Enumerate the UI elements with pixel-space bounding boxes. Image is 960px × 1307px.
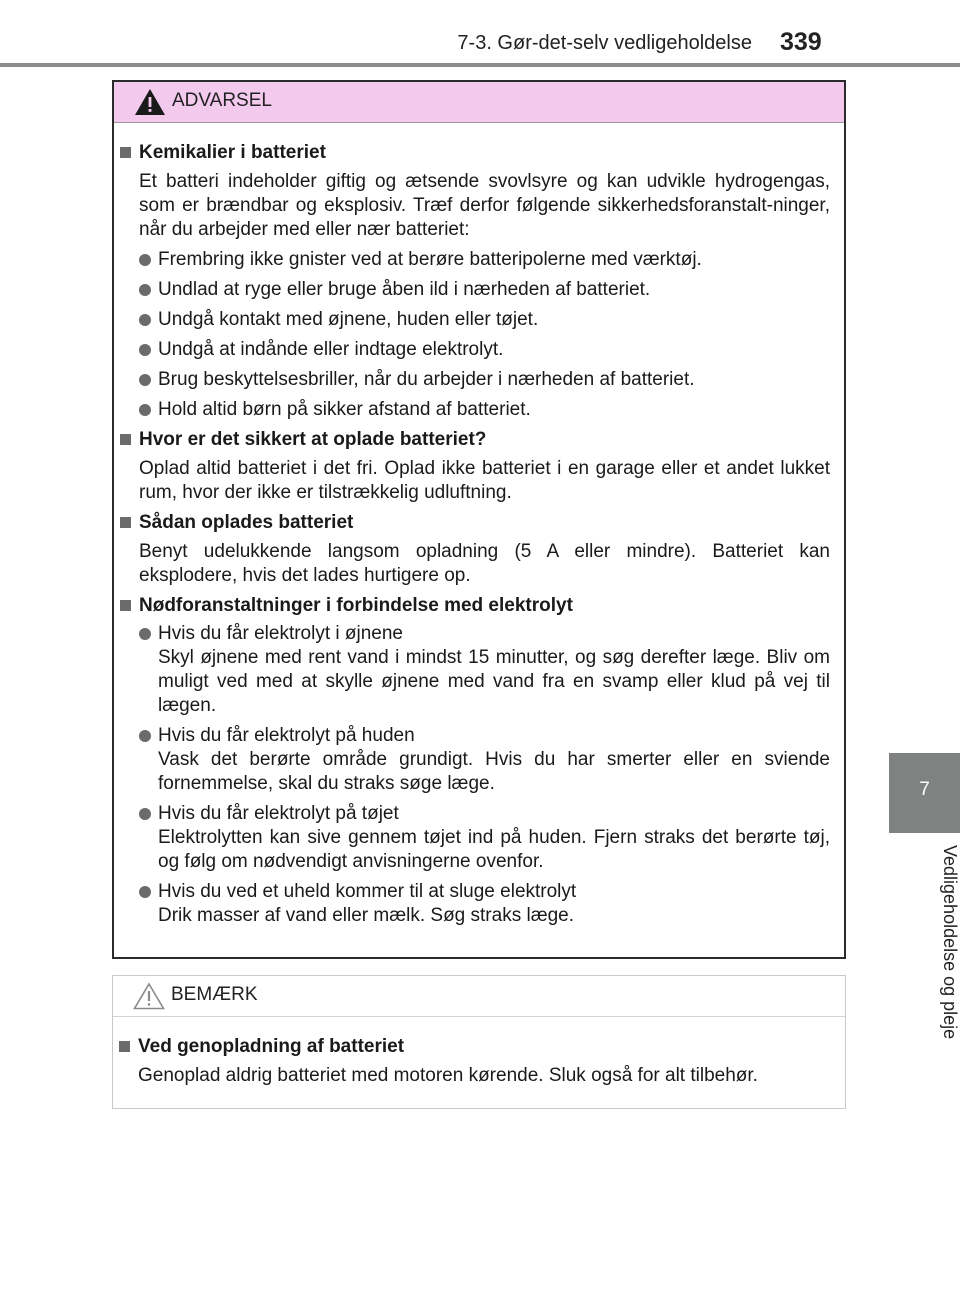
warning-label: ADVARSEL [172,90,272,111]
list-item: Hvis du ved et uheld kommer til at sluge elektrolyt Drik masser af vand eller mælk. Søg straks læge. [118,880,830,928]
square-bullet-icon [120,147,131,158]
round-bullet-icon [139,314,151,326]
notice-box [112,975,846,1109]
notice-section-recharging [117,1035,831,1088]
warning-section-emergency [118,594,830,928]
square-bullet-icon [119,1041,130,1052]
page-number: 339 [780,28,822,56]
section-text: Et batteri indeholder giftig og ætsende svovlsyre og kan udvikle hydrogengas, som er brændbar og eksplosiv. Træf derfor følgende sikkerhedsforanstalt-ninger, når du arbejder med eller nær batteriet: [139,171,830,240]
chapter-tab-number: 7 [919,779,930,800]
square-bullet-icon [120,600,131,611]
round-bullet-icon [139,628,151,640]
list-item: Hvis du får elektrolyt på tøjet Elektrolytten kan sive gennem tøjet ind på huden. Fjern straks det berørte tøj, og følg om nødvendigt anvisningerne ovenfor. [118,802,830,874]
warning-triangle-outline-icon [133,982,165,1010]
chapter-tab-label: Vedligeholdelse og pleje [940,845,960,1040]
round-bullet-icon [139,374,151,386]
warning-box [112,80,846,959]
square-bullet-icon [120,434,131,445]
list-item: Undlad at ryge eller bruge åben ild i nærheden af batteriet. [118,278,830,302]
notice-box-header [113,976,845,1017]
round-bullet-icon [139,284,151,296]
list-item: Undgå kontakt med øjnene, huden eller tøjet. [118,308,830,332]
round-bullet-icon [139,808,151,820]
section-text: Oplad altid batteriet i det fri. Oplad ikke batteriet i en garage eller et andet lukket rum, hvor der ikke er tilstrækkelig udluftning. [139,458,830,503]
notice-label: BEMÆRK [171,984,258,1005]
header-rule [0,63,960,67]
warning-box-header [114,82,844,123]
list-item: Hvis du får elektrolyt på huden Vask det berørte område grundigt. Hvis du har smerter eller en sviende fornemmelse, skal du straks søge læge. [118,724,830,796]
list-item: Hvis du får elektrolyt i øjnene Skyl øjnene med rent vand i mindst 15 minutter, og søg derefter læge. Bliv om muligt ved med at skylle øjnene med vand fra en svamp eller klud på vej til lægen. [118,622,830,718]
section-text: Genoplad aldrig batteriet med motoren kørende. Sluk også for alt tilbehør. [138,1065,758,1086]
list-item: Brug beskyttelsesbriller, når du arbejder i nærheden af batteriet. [118,368,830,392]
round-bullet-icon [139,886,151,898]
warning-section-how-to-charge [118,511,830,588]
chapter-tab[interactable] [889,753,960,833]
round-bullet-icon [139,344,151,356]
chapter-title: 7-3. Gør-det-selv vedligeholdelse [457,32,752,54]
section-title: Sådan oplades batteriet [139,512,354,533]
list-item: Hold altid børn på sikker afstand af batteriet. [118,398,830,422]
warning-section-chemicals [118,141,830,422]
round-bullet-icon [139,404,151,416]
section-title: Kemikalier i batteriet [139,142,326,163]
section-title: Hvor er det sikkert at oplade batteriet? [139,429,487,450]
list-item: Undgå at indånde eller indtage elektrolyt. [118,338,830,362]
section-title: Ved genopladning af batteriet [138,1036,405,1057]
section-title: Nødforanstaltninger i forbindelse med elektrolyt [139,595,573,616]
round-bullet-icon [139,254,151,266]
warning-triangle-filled-icon [134,88,166,116]
list-item: Frembring ikke gnister ved at berøre batteripolerne med værktøj. [118,248,830,272]
warning-section-where-to-charge [118,428,830,505]
square-bullet-icon [120,517,131,528]
notice-content [113,1017,845,1088]
round-bullet-icon [139,730,151,742]
warning-content [114,123,844,928]
section-text: Benyt udelukkende langsom opladning (5 A eller mindre). Batteriet kan eksplodere, hvis det lades hurtigere op. [139,541,830,586]
